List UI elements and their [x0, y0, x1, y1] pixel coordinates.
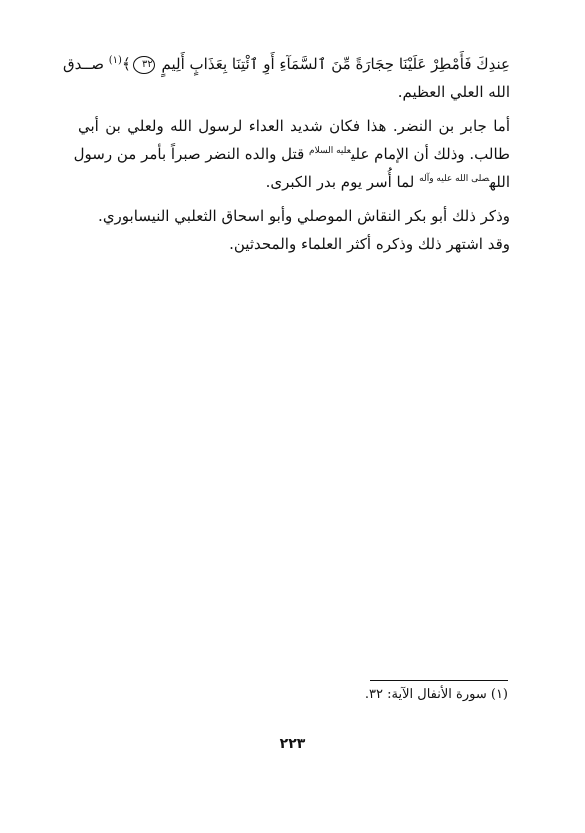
footnote-reference: (١): [108, 55, 122, 66]
paragraph-line: أما جابر بن النضر. هذا فكان شديد العداء لرسول الله ولعلي بن أبي: [78, 117, 510, 135]
quran-closing-line: الله العلي العظيم.: [397, 83, 510, 101]
paragraph-jaber: [73, 112, 510, 196]
paragraph-line-segment: طالب. وذلك أن الإمام علي: [350, 145, 510, 163]
paragraph-line-segment: الله: [489, 173, 510, 191]
quran-verse-text: عِندِكَ فَأَمْطِرْ عَلَيْنَا حِجَارَةً مِّنَ ٱلسَّمَآءِ أَوِ ٱئْتِنَا بِعَذَابٍ أَلِيمٍ: [161, 55, 510, 73]
paragraph-naqqash: [78, 202, 510, 258]
paragraph-line-segment: قتل والده النضر صبراً بأمر من رسول: [73, 145, 305, 163]
honorific-ligature: عليه السلام: [309, 146, 351, 156]
quran-close-bracket: ﴾: [121, 55, 131, 73]
quran-verse-block: [62, 50, 510, 106]
paragraph-line-segment: لما أُسر يوم بدر الكبرى.: [265, 173, 415, 191]
paragraph-line: [73, 140, 510, 168]
paragraph-line: [78, 168, 510, 196]
paragraph-line: وقد اشتهر ذلك وذكره أكثر العلماء والمحدثين.: [229, 235, 510, 253]
paragraph-line: وذكر ذلك أبو بكر النقاش الموصلي وأبو اسحاق الثعلبي النيسابوري.: [98, 207, 510, 225]
page-number: ٢٢٣: [279, 736, 306, 752]
footnote-divider: [370, 680, 508, 681]
sadaqa-word: صــدق: [62, 55, 104, 73]
ayah-number-marker: ٣٢: [133, 56, 155, 74]
footnote: (١) سورة الأنفال الآية: ٣٢.: [364, 687, 508, 702]
honorific-ligature: صلى الله عليه وآله: [419, 174, 490, 184]
quran-verse-line: [62, 50, 510, 78]
